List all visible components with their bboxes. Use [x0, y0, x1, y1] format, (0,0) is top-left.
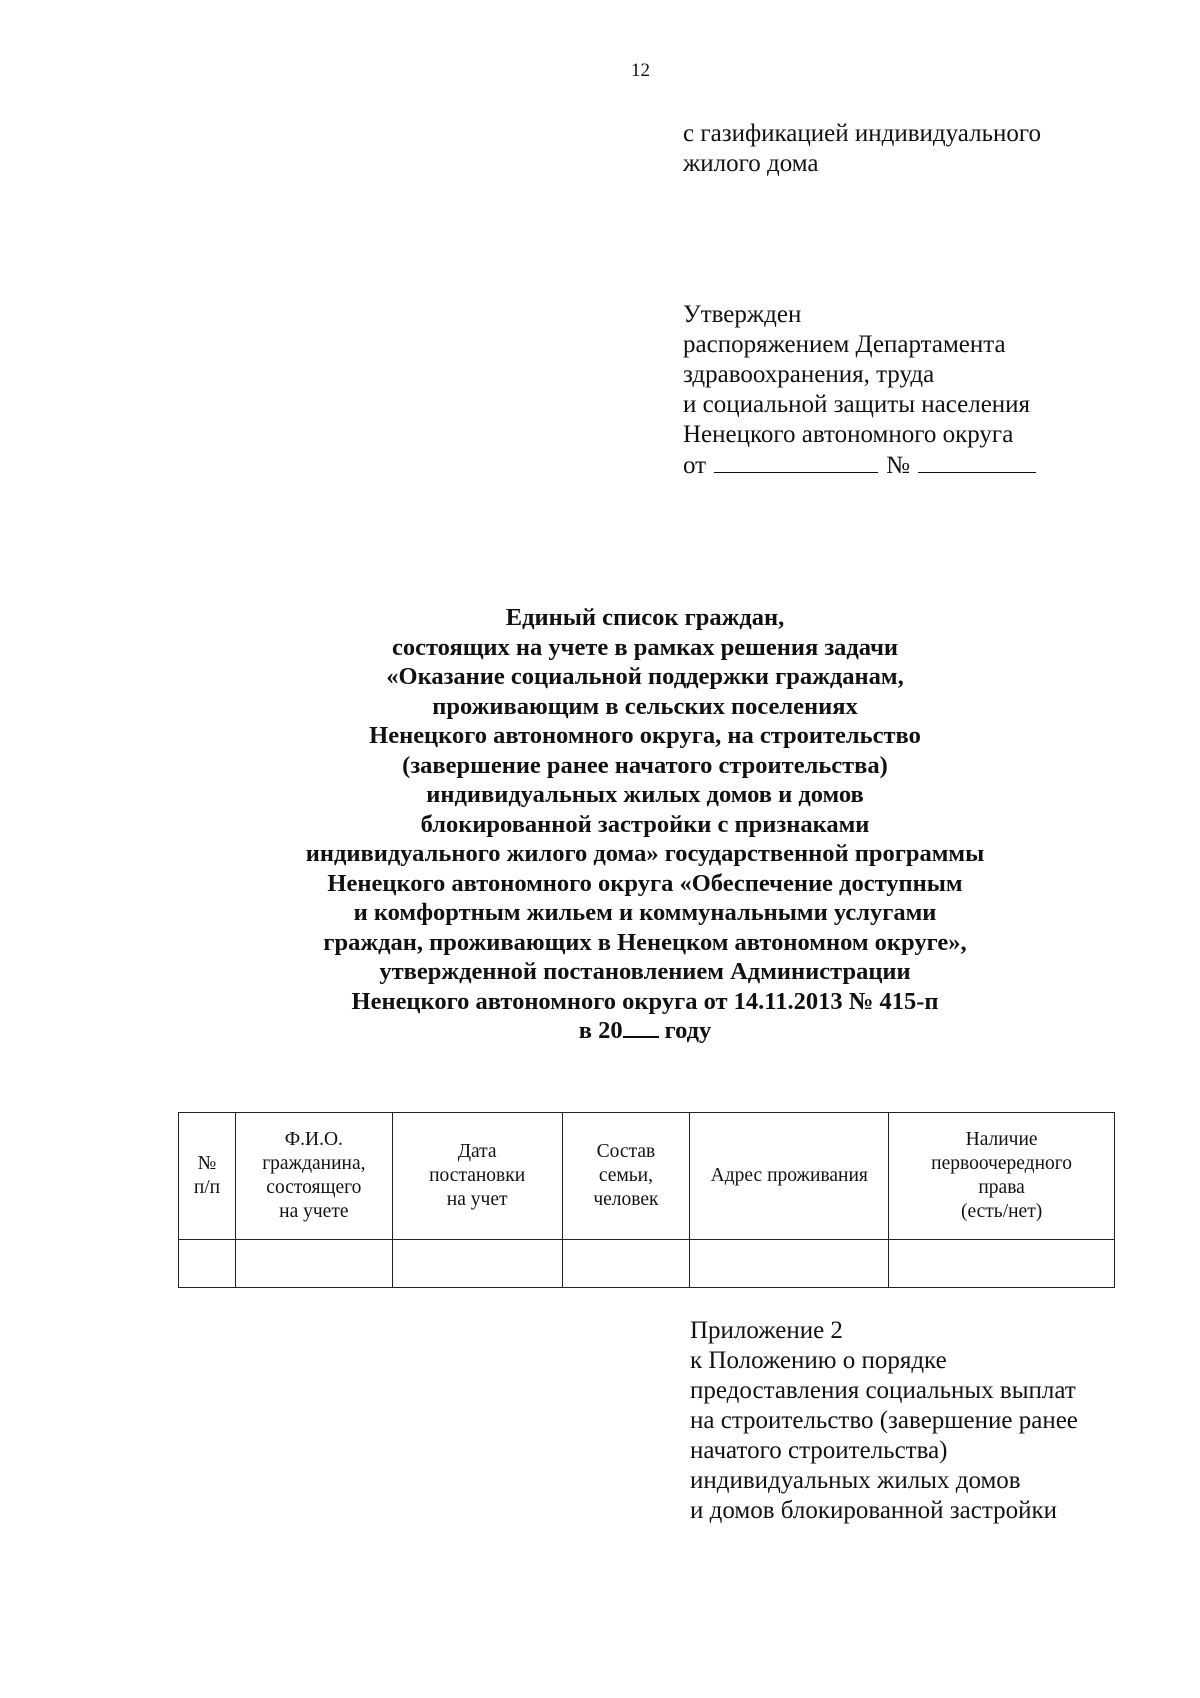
- table-cell: [889, 1240, 1115, 1288]
- table-header-row: [179, 1113, 1115, 1240]
- approval-number-blank: [918, 450, 1036, 473]
- header-text: п/п: [193, 1177, 221, 1198]
- header-text: первоочередного: [931, 1153, 1073, 1174]
- header-text: Состав: [596, 1141, 656, 1162]
- header-text: состоящего: [266, 1177, 362, 1198]
- header-text: гражданина,: [262, 1153, 366, 1174]
- title-year-suffix: году: [664, 1017, 712, 1044]
- approval-line: и социальной защиты населения: [683, 391, 1031, 418]
- column-header-priority-right: [889, 1113, 1115, 1240]
- table-cell: [562, 1240, 690, 1288]
- appendix-line: индивидуальных жилых домов: [690, 1467, 1021, 1494]
- title-line: Единый список граждан,: [505, 604, 785, 631]
- header-text: человек: [593, 1189, 659, 1210]
- appendix-line: на строительство (завершение ранее: [690, 1407, 1078, 1434]
- title-line: утвержденной постановлением Администрации: [379, 958, 911, 985]
- table-cell: [179, 1240, 236, 1288]
- appendix-line: предоставления социальных выплат: [690, 1377, 1076, 1404]
- header-text: Ф.И.О.: [284, 1129, 343, 1150]
- table-cell: [392, 1240, 562, 1288]
- title-year-line: [180, 1016, 1110, 1046]
- approval-date-blank: [714, 450, 878, 473]
- header-text: права: [978, 1177, 1025, 1198]
- appendix-line: к Положению о порядке: [690, 1347, 947, 1374]
- title-line: (завершение ранее начатого строительства): [402, 751, 888, 779]
- title-line: проживающим в сельских поселениях: [432, 692, 858, 720]
- approval-line: здравоохранения, труда: [683, 361, 935, 388]
- table-cell: [235, 1240, 392, 1288]
- title-line: состоящих на учете в рамках решения задачи: [391, 633, 899, 661]
- title-line: «Оказание социальной поддержки гражданам,: [386, 663, 904, 690]
- header-text: постановки: [429, 1165, 526, 1186]
- header-line: с газификацией индивидуального: [683, 120, 1042, 147]
- column-header-full-name: [235, 1113, 392, 1240]
- appendix-line: и домов блокированной застройки: [690, 1497, 1058, 1524]
- appendix-line: Приложение 2: [690, 1317, 843, 1344]
- list-title: [180, 603, 1110, 1046]
- approval-date-prefix: от: [683, 452, 707, 479]
- title-line: Ненецкого автономного округа от 14.11.2013 № 415-п: [351, 987, 939, 1015]
- title-line: и комфортным жильем и коммунальными услугами: [353, 899, 937, 926]
- approval-date-line: [683, 450, 1036, 481]
- approval-line: распоряжением Департамента: [683, 331, 1006, 358]
- header-text: (есть/нет): [960, 1201, 1043, 1222]
- header-text: на учет: [446, 1189, 508, 1210]
- title-year-blank: [623, 1016, 659, 1038]
- title-line: граждан, проживающих в Ненецком автономном округе»,: [323, 928, 967, 956]
- header-text: Дата: [457, 1141, 497, 1162]
- appendix-line: начатого строительства): [690, 1437, 948, 1464]
- approval-number-sign: №: [886, 452, 910, 479]
- header-continuation: [683, 119, 1041, 179]
- column-header-family-size: [562, 1113, 690, 1240]
- header-text: №: [197, 1153, 217, 1174]
- header-text: семьи,: [598, 1165, 653, 1186]
- title-line: Ненецкого автономного округа «Обеспечение доступным: [327, 869, 963, 897]
- title-line: блокированной застройки с признаками: [420, 810, 870, 838]
- citizens-table: [178, 1112, 1115, 1288]
- column-header-address: [690, 1113, 889, 1240]
- title-line: индивидуального жилого дома» государственной программы: [305, 840, 985, 867]
- approval-line: Утвержден: [683, 301, 802, 328]
- title-line: Ненецкого автономного округа, на строительство: [369, 722, 921, 749]
- table-cell: [690, 1240, 889, 1288]
- header-text: Адрес проживания: [710, 1165, 868, 1186]
- column-header-number: [179, 1113, 236, 1240]
- approval-block: [683, 300, 1036, 481]
- table-row: [179, 1240, 1115, 1288]
- appendix-block: [690, 1316, 1078, 1526]
- title-year-prefix: в 20: [578, 1017, 623, 1044]
- approval-line: Ненецкого автономного округа: [683, 421, 1014, 448]
- header-line: жилого дома: [683, 150, 819, 177]
- header-text: Наличие: [965, 1129, 1038, 1150]
- title-line: индивидуальных жилых домов и домов: [426, 781, 864, 808]
- header-text: на учете: [279, 1201, 349, 1222]
- page-number: 12: [631, 60, 650, 81]
- column-header-registration-date: [392, 1113, 562, 1240]
